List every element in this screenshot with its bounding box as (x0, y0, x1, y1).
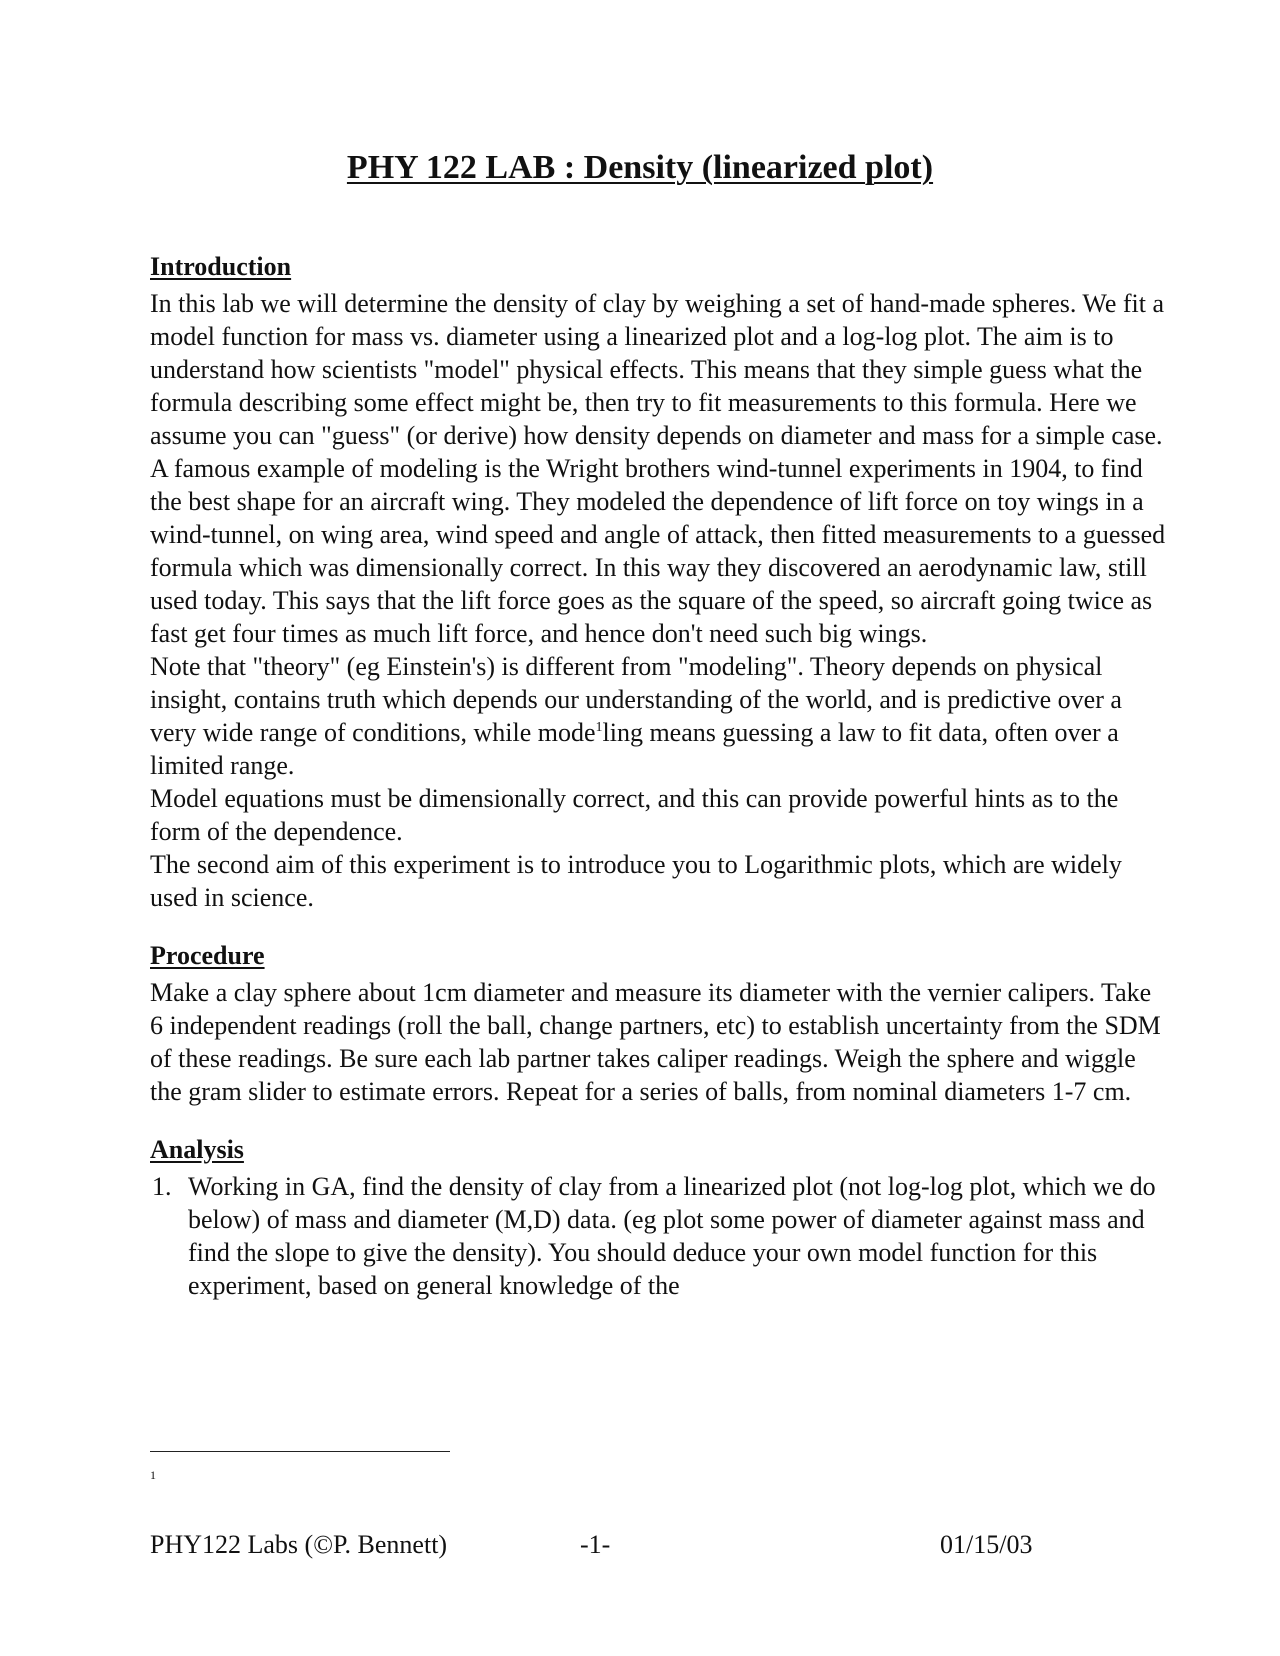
intro-paragraph-3 (150, 650, 1170, 782)
list-item-text: Working in GA, find the density of clay from a linearized plot (not log-log plot, which we do below) of mass and diameter (M,D) data. (eg plot some power of diameter against mass and find the slope to give the density). You should deduce your own model function for this experiment, based on general knowledge of the (188, 1172, 1156, 1300)
introduction-heading: Introduction (150, 252, 292, 281)
document-body (150, 250, 1170, 1302)
footnote-divider (150, 1451, 450, 1452)
analysis-heading: Analysis (150, 1135, 244, 1164)
procedure-paragraph: Make a clay sphere about 1cm diameter and measure its diameter with the vernier calipers. Take 6 independent readings (roll the ball, change partners, etc) to establish uncertainty from the SDM of these readings. Be sure each lab partner takes caliper readings. Weigh the sphere and wiggle the gram slider to estimate errors. Repeat for a series of balls, from nominal diameters 1-7 cm. (150, 978, 1161, 1106)
list-item-number: 1. (152, 1172, 172, 1201)
list-item (150, 1170, 1170, 1302)
footer-page-number: -1- (580, 1530, 611, 1559)
footer-course-credit: PHY122 Labs (©P. Bennett) (150, 1530, 448, 1559)
section-gap (150, 914, 1170, 939)
section-gap (150, 1108, 1170, 1133)
analysis-list (150, 1170, 1170, 1302)
page-title: PHY 122 LAB : Density (linearized plot) (346, 149, 934, 186)
footer-date: 01/15/03 (940, 1530, 1033, 1559)
footnote: 1 (150, 1468, 156, 1482)
procedure-heading: Procedure (150, 941, 265, 970)
intro-paragraph-3-text-a: Note that "theory" (eg Einstein's) is different from "modeling". Theory depends on physical insight, contains truth which depends our understanding of the world, and is predictive over a very wide range of conditions, while mode (150, 652, 1122, 747)
intro-paragraph-1: In this lab we will determine the density of clay by weighing a set of hand-made spheres. We fit a model function for mass vs. diameter using a linearized plot and a log-log plot. The aim is to understand how scientists "model" physical effects. This means that they simple guess what the formula describing some effect might be, then try to fit measurements to this formula. Here we assume you can "guess" (or derive) how density depends on diameter and mass for a simple case. (150, 289, 1165, 450)
footnote-reference: 1 (595, 720, 603, 735)
intro-paragraph-2: A famous example of modeling is the Wright brothers wind-tunnel experiments in 1904, to find the best shape for an aircraft wing. They modeled the dependence of lift force on toy wings in a wind-tunnel, on wing area, wind speed and angle of attack, then fitted measurements to a guessed formula which was dimensionally correct. In this way they discovered an aerodynamic law, still used today. This says that the lift force goes as the square of the speed, so aircraft going twice as fast get four times as much lift force, and hence don't need such big wings. (150, 454, 1166, 648)
intro-paragraph-4: Model equations must be dimensionally correct, and this can provide powerful hints as to the form of the dependence. (150, 784, 1119, 846)
intro-paragraph-5: The second aim of this experiment is to introduce you to Logarithmic plots, which are widely used in science. (150, 850, 1122, 912)
intro-paragraph-3-text-b: ling means guessing a law to fit data, often over a limited range. (150, 718, 1119, 780)
